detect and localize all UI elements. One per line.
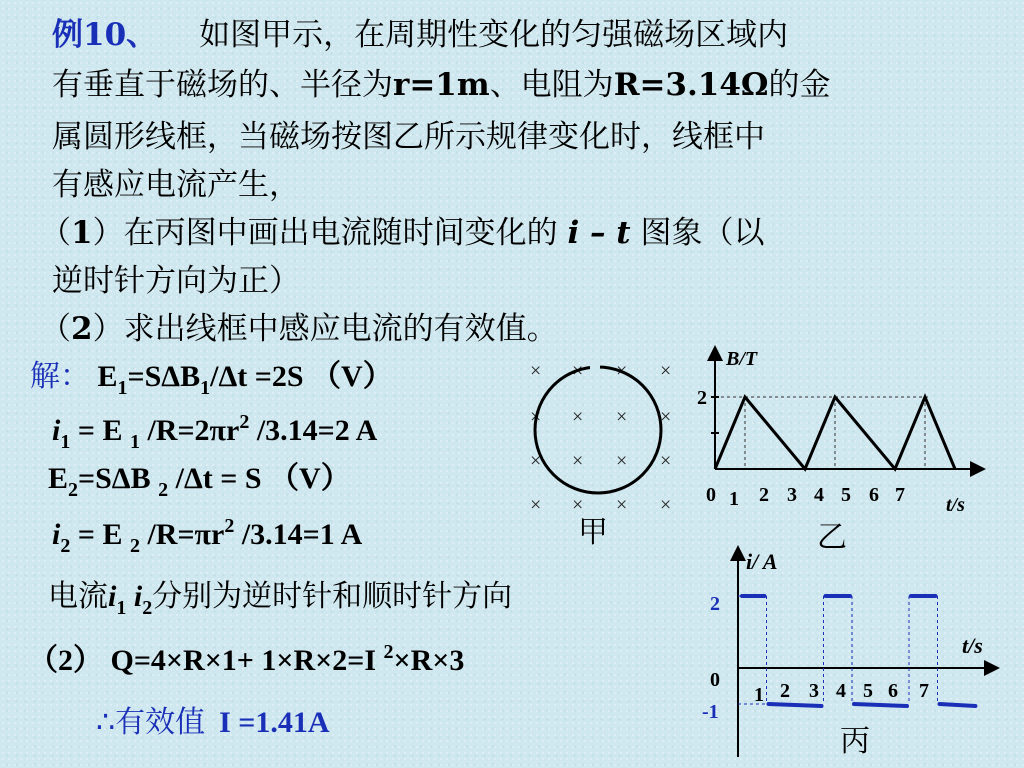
- figure-yi: [690, 345, 990, 555]
- caption-bing: 丙: [840, 725, 870, 758]
- field-cross-0-2: ×: [616, 360, 628, 382]
- b-t-plot: [697, 387, 955, 469]
- field-cross-0-0: ×: [530, 360, 542, 382]
- i-segment-5: [940, 704, 976, 706]
- bing-ylabel: i/ A: [746, 549, 778, 574]
- problem-label: 例10、: [52, 17, 158, 53]
- svg-text:（2） Q=4×R×1+ 1×R×2=I 2×R×3: （2） Q=4×R×1+ 1×R×2=I $^2$×R×3: [28, 641, 465, 677]
- yi-ylabel: B/T: [726, 348, 758, 370]
- svg-text:E2=SΔB 2 /Δt = S （V）: $E_2=S\Delta B$ $_2$ /Δt = S （V）: [48, 462, 351, 501]
- i-t-label: i – t: [567, 215, 631, 251]
- problem-line-2: 有垂直于磁场的、半径为r=1m、电阻为R=3.14Ω的金: [52, 67, 831, 103]
- svg-text:i1 = E 1 /R=2πr2 /3.14=2 A: $i_1 = E$ $_1$ $/R=2\pi r^2$ /3.14=2 A: [52, 411, 378, 453]
- figure-jia: [520, 350, 690, 550]
- yi-xlabel: t/s: [946, 494, 965, 516]
- bing-xticks: [754, 680, 929, 706]
- problem-line-4: 有感应电流产生，: [52, 167, 300, 203]
- bing-xtick-3: 3: [809, 680, 819, 702]
- yi-xtick-2: 2: [759, 484, 769, 506]
- question-1-line-2: 逆时针方向为正）: [52, 263, 300, 299]
- figure-bing: [700, 545, 1000, 763]
- radius-value: r=1m: [393, 67, 490, 103]
- field-cross-2-2: ×: [616, 450, 628, 472]
- bing-xtick-4: 4: [836, 680, 846, 702]
- field-cross-1-0: ×: [530, 406, 542, 428]
- bing-xtick-6: 6: [888, 680, 898, 702]
- result-prefix: ∴有效值: [96, 705, 206, 740]
- bing-yticks: [702, 593, 720, 723]
- field-cross-3-2: ×: [616, 494, 628, 516]
- bing-ytick-neg1: -1: [702, 701, 719, 723]
- bing-xtick-5: 5: [863, 680, 873, 702]
- i-segment-3: [854, 704, 907, 706]
- coil-loop: [535, 367, 661, 493]
- yi-xtick-6: 6: [869, 484, 879, 506]
- field-cross-1-2: ×: [616, 406, 628, 428]
- field-cross-3-0: ×: [530, 494, 542, 516]
- bing-xtick-7: 7: [919, 680, 929, 702]
- bing-ytick-2: 2: [710, 593, 720, 615]
- field-cross-2-0: ×: [530, 450, 542, 472]
- caption-yi: 乙: [817, 521, 847, 554]
- yi-xtick-0: 0: [706, 484, 716, 506]
- bing-xtick-1: 1: [754, 684, 764, 706]
- field-cross-0-3: ×: [660, 360, 672, 382]
- i-segment-1: [769, 704, 822, 706]
- bing-ytick-0: 0: [710, 669, 720, 691]
- field-cross-0-1: ×: [572, 360, 584, 382]
- field-cross-1-3: ×: [660, 406, 672, 428]
- yi-xticks: [706, 484, 905, 510]
- yi-ytick-label: 2: [697, 387, 707, 409]
- field-cross-2-1: ×: [572, 450, 584, 472]
- resistance-value: R=3.14Ω: [613, 67, 769, 103]
- bing-xtick-2: 2: [780, 680, 790, 702]
- question-2: （2）求出线框中感应电流的有效值。: [40, 311, 558, 347]
- caption-jia: 甲: [578, 516, 608, 549]
- field-cross-1-1: ×: [572, 406, 584, 428]
- i-t-plot: [738, 596, 975, 706]
- field-cross-3-1: ×: [572, 494, 584, 516]
- problem-text-1: 如图甲示，在周期性变化的匀强磁场区域内: [199, 17, 789, 53]
- yi-xtick-5: 5: [841, 484, 851, 506]
- svg-text:解： E1=SΔB1/Δt =2S （V）: 解： $E_1=S\Delta B_1/\Delta t =2S$ （V）: [30, 359, 393, 399]
- problem-line-3: 属圆形线框，当磁场按图乙所示规律变化时，线框中: [52, 119, 765, 155]
- yi-xtick-1: 1: [729, 488, 739, 510]
- result-value: I =1.41A: [219, 706, 330, 739]
- bing-xlabel: t/s: [962, 633, 983, 658]
- yi-xtick-4: 4: [814, 484, 824, 506]
- field-cross-3-3: ×: [660, 494, 672, 516]
- svg-text:i2 = E 2 /R=πr2 /3.14=1 A: $i_2 = E$ $_2$ $/R=\pi r^2$ /3.14=1 A: [52, 515, 363, 557]
- svg-text:电流i1 i2分别为逆时针和顺时针方向: 电流$i_1$ $i_2$分别为逆时针和顺时针方向: [48, 580, 513, 619]
- yi-xtick-7: 7: [895, 484, 905, 506]
- question-1: （1）在丙图中画出电流随时间变化的 i – t 图象（以: [40, 215, 765, 251]
- solution-label: 解：: [30, 359, 90, 394]
- yi-xtick-3: 3: [787, 484, 797, 506]
- problem-line-1: [52, 16, 788, 54]
- field-cross-2-3: ×: [660, 450, 672, 472]
- svg-text:∴有效值I =1.41A: [96, 705, 330, 740]
